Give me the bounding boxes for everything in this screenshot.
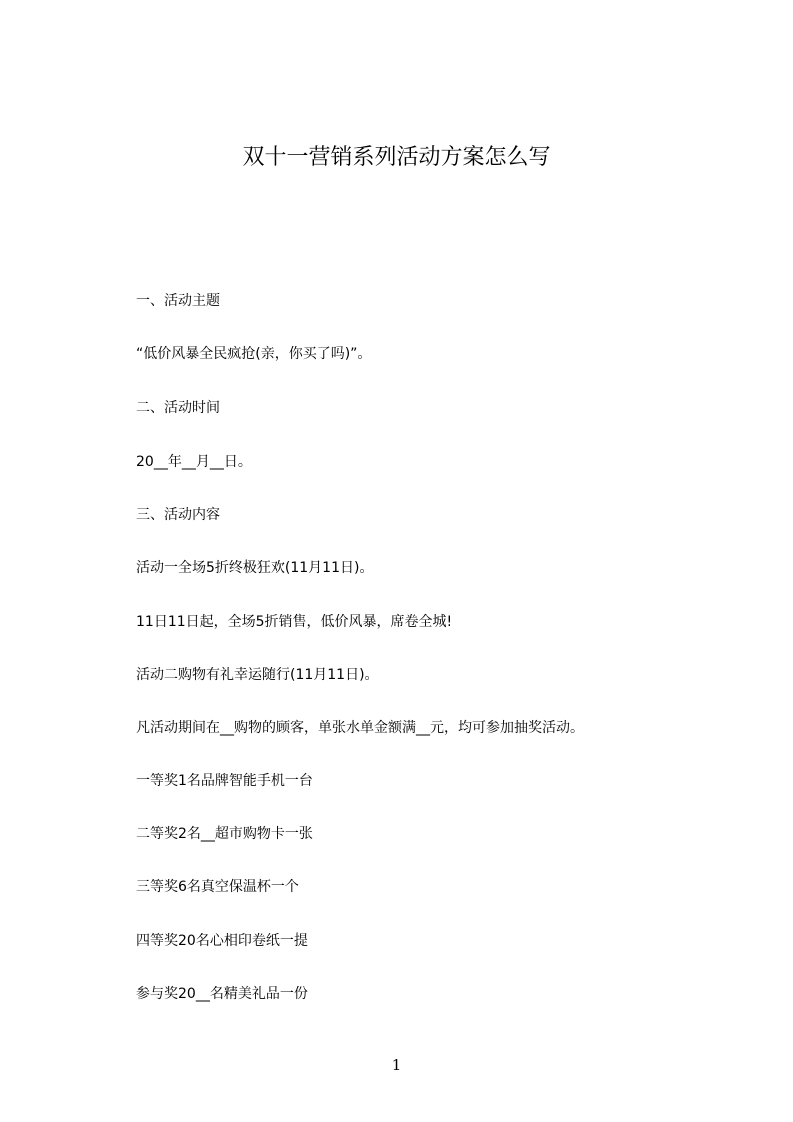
prize-first: 一等奖1名品牌智能手机一台: [136, 773, 313, 789]
paragraph-activity-two: 活动二购物有礼幸运随行(11月11日)。: [136, 667, 379, 683]
paragraph-activity-one-detail: 11日11日起，全场5折销售，低价风暴，席卷全城!: [136, 614, 453, 630]
section-heading-content: 三、活动内容: [136, 507, 220, 523]
prize-participation: 参与奖20__名精美礼品一份: [136, 986, 308, 1002]
paragraph-activity-one: 活动一全场5折终极狂欢(11月11日)。: [136, 560, 374, 576]
prize-third: 三等奖6名真空保温杯一个: [136, 879, 299, 895]
paragraph-theme: “低价风暴全民疯抢(亲，你买了吗)”。: [136, 346, 372, 362]
section-heading-theme: 一、活动主题: [136, 293, 220, 309]
prize-second: 二等奖2名__超市购物卡一张: [136, 826, 313, 842]
page-number: 1: [391, 1056, 402, 1074]
prize-fourth: 四等奖20名心相印卷纸一提: [136, 933, 308, 949]
page-title: 双十一营销系列活动方案怎么写: [242, 145, 551, 170]
paragraph-time: 20__年__月__日。: [136, 454, 252, 470]
paragraph-activity-two-detail: 凡活动期间在__购物的顾客，单张水单金额满__元，均可参加抽奖活动。: [136, 720, 584, 736]
section-heading-time: 二、活动时间: [136, 400, 220, 416]
